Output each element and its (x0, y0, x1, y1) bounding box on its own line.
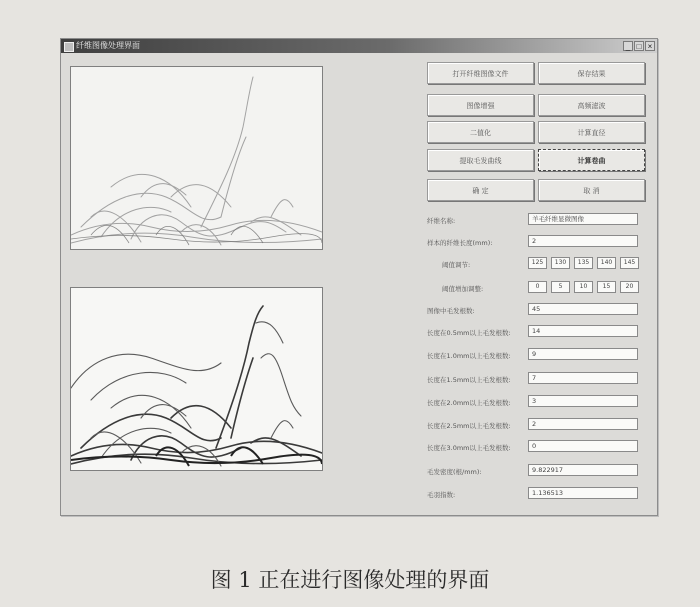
fiber-name-field[interactable]: 羊毛纤维显微图像 (528, 213, 638, 225)
window-title: 纤维图像处理界面 (76, 41, 140, 50)
fiber-name-label: 纤维名称: (427, 217, 456, 225)
total-hair-field[interactable]: 45 (528, 303, 638, 315)
threshold-box[interactable]: 135 (574, 257, 593, 269)
threshold-adjust-box[interactable]: 10 (574, 281, 593, 293)
len-20-field[interactable]: 3 (528, 395, 638, 407)
maximize-icon[interactable]: □ (634, 41, 644, 51)
confirm-button[interactable]: 确 定 (427, 179, 534, 201)
threshold-adjust-box[interactable]: 20 (620, 281, 639, 293)
open-image-button[interactable]: 打开纤维图像文件 (427, 62, 534, 84)
len-30-label: 长度在3.0mm以上毛发根数: (427, 444, 511, 452)
len-10-label: 长度在1.0mm以上毛发根数: (427, 352, 511, 360)
title-bar[interactable] (61, 39, 657, 53)
threshold-box[interactable]: 130 (551, 257, 570, 269)
save-results-button[interactable]: 保存结果 (538, 62, 645, 84)
len-15-label: 长度在1.5mm以上毛发根数: (427, 376, 511, 384)
app-window (60, 38, 658, 516)
original-fiber-image (71, 67, 322, 249)
hairiness-index-label: 毛羽指数: (427, 491, 456, 499)
threshold-set-label: 阈值调节: (442, 261, 471, 269)
threshold-box[interactable]: 140 (597, 257, 616, 269)
hair-density-label: 毛发密度(根/mm): (427, 468, 482, 476)
total-hair-label: 图像中毛发根数: (427, 307, 475, 315)
sample-length-field[interactable]: 2 (528, 235, 638, 247)
hairiness-index-field[interactable]: 1.136513 (528, 487, 638, 499)
threshold-box[interactable]: 145 (620, 257, 639, 269)
minimize-icon[interactable]: _ (623, 41, 633, 51)
calc-crimp-button[interactable]: 计算卷曲 (538, 149, 645, 171)
threshold-adjust-box[interactable]: 5 (551, 281, 570, 293)
len-05-field[interactable]: 14 (528, 325, 638, 337)
threshold-box[interactable]: 125 (528, 257, 547, 269)
processed-fiber-image (71, 288, 322, 470)
len-15-field[interactable]: 7 (528, 372, 638, 384)
enhance-button[interactable]: 图像增强 (427, 94, 534, 116)
original-image-panel (70, 66, 323, 250)
threshold-adjust-label: 阈值增加调整: (442, 285, 484, 293)
len-25-label: 长度在2.5mm以上毛发根数: (427, 422, 511, 430)
cancel-button[interactable]: 取 消 (538, 179, 645, 201)
app-icon (64, 42, 74, 52)
len-25-field[interactable]: 2 (528, 418, 638, 430)
close-icon[interactable]: × (645, 41, 655, 51)
high-freq-filter-button[interactable]: 高频滤波 (538, 94, 645, 116)
hair-density-field[interactable]: 9.822917 (528, 464, 638, 476)
len-30-field[interactable]: 0 (528, 440, 638, 452)
sample-length-label: 样本的纤维长度(mm): (427, 239, 493, 247)
len-10-field[interactable]: 9 (528, 348, 638, 360)
figure-caption: 图 1 正在进行图像处理的界面 (210, 568, 490, 592)
calc-diameter-button[interactable]: 计算直径 (538, 121, 645, 143)
threshold-adjust-box[interactable]: 0 (528, 281, 547, 293)
processed-image-panel (70, 287, 323, 471)
extract-hair-curve-button[interactable]: 提取毛发曲线 (427, 149, 534, 171)
len-05-label: 长度在0.5mm以上毛发根数: (427, 329, 511, 337)
binarize-button[interactable]: 二值化 (427, 121, 534, 143)
threshold-adjust-box[interactable]: 15 (597, 281, 616, 293)
len-20-label: 长度在2.0mm以上毛发根数: (427, 399, 511, 407)
